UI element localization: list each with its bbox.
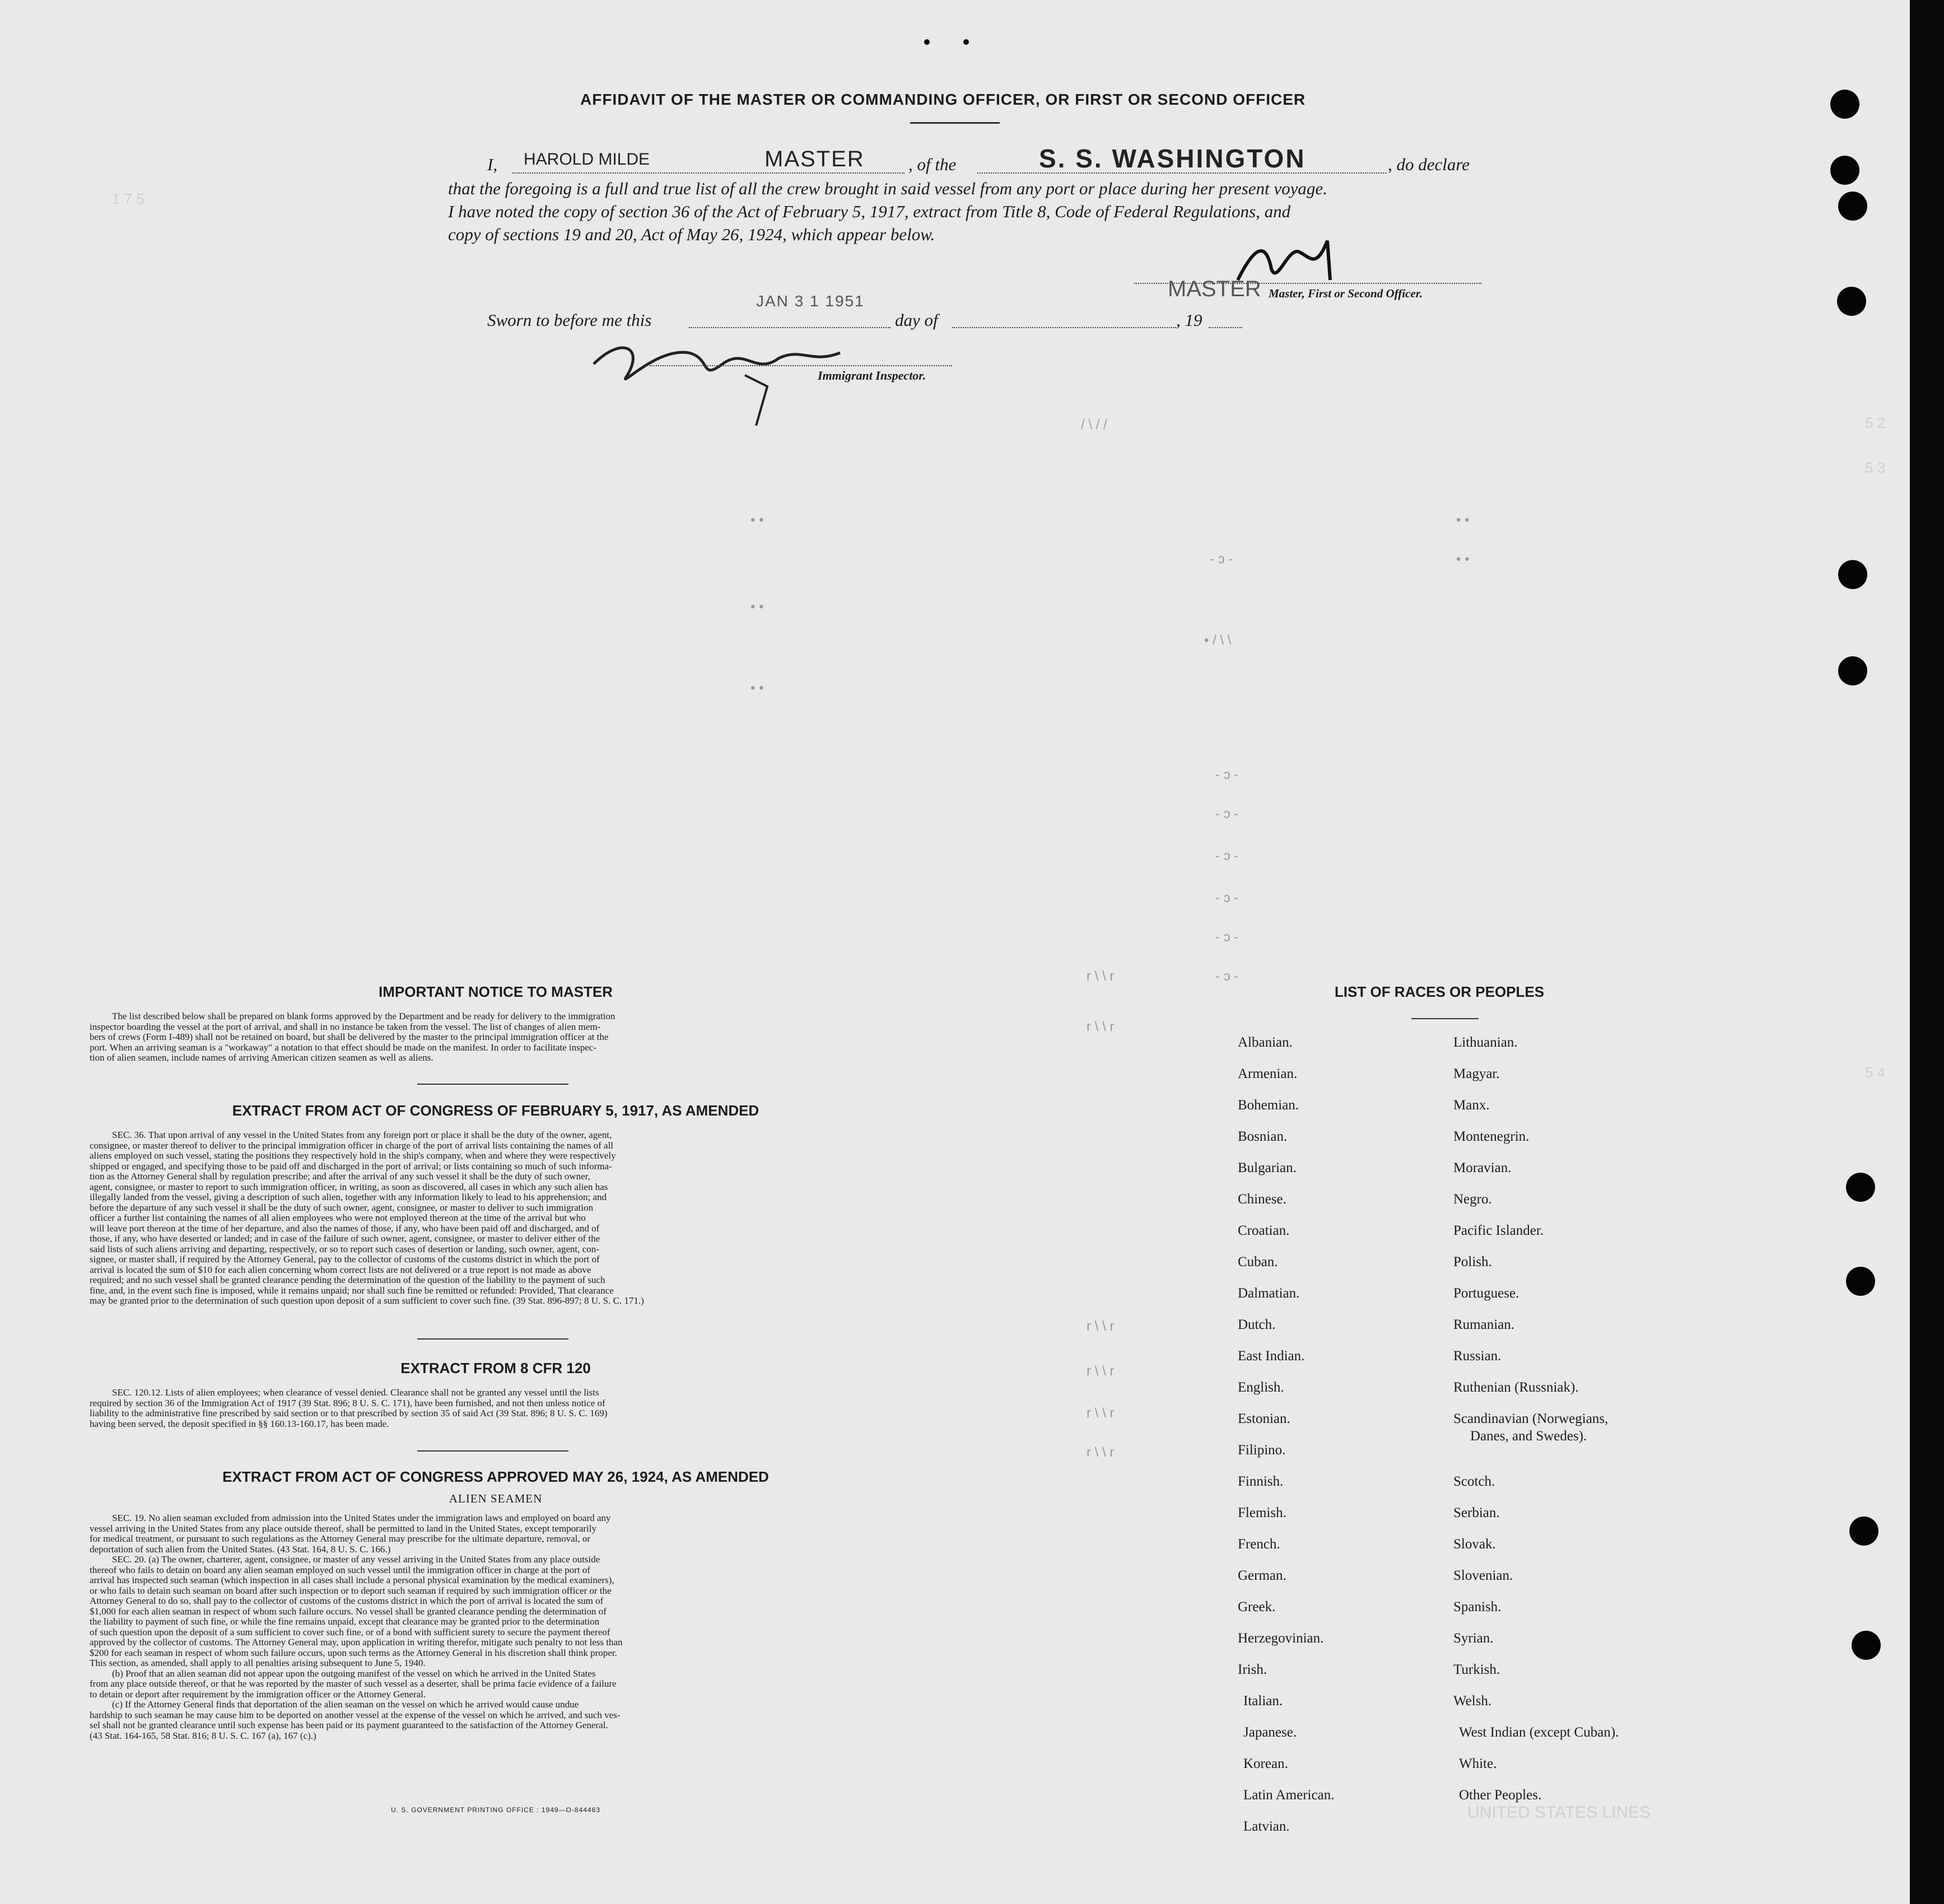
extract-1917-line: will leave port thereon at the time of her departure, and also the names of those, if any, who have been paid off and discharged, and of <box>90 1222 600 1234</box>
notice-line: bers of crews (Form I-489) shall not be retained on board, but shall be delivered by the master to the principal immigration officer at the <box>90 1032 609 1042</box>
extract-1924-body <box>90 1513 902 1741</box>
section-rule <box>417 1084 568 1085</box>
race-right: Pacific Islander. <box>1453 1223 1544 1238</box>
race-right: Russian. <box>1453 1348 1502 1364</box>
extract-1917-body <box>90 1130 902 1306</box>
race-left: Italian. <box>1243 1693 1283 1709</box>
tick-mark: r \ \ r <box>1087 969 1115 984</box>
dot-mark: • • <box>1456 552 1470 567</box>
race-left: Bohemian. <box>1238 1098 1299 1113</box>
tick-mark: • / \ \ <box>1204 633 1232 648</box>
notice-line: port. When an arriving seaman is a "workaway" a notation to that effect should be made on the manifest. In order to facilitate inspec- <box>90 1042 596 1053</box>
punch-hole <box>1837 287 1866 316</box>
extract-1917-title: EXTRACT FROM ACT OF CONGRESS OF FEBRUARY 5, 1917, AS AMENDED <box>232 1102 759 1119</box>
dot-mark: • • <box>750 512 764 528</box>
race-right: Moravian. <box>1453 1160 1512 1175</box>
race-left: Korean. <box>1243 1756 1288 1771</box>
affidavit-title: AFFIDAVIT OF THE MASTER OR COMMANDING OFFICER, OR FIRST OR SECOND OFFICER <box>580 91 1306 108</box>
race-right: Syrian. <box>1453 1631 1494 1646</box>
extract-1917-line: tion as the Attorney General shall by regulation prescribe; and after the arrival of any such vessel it shall be the duty of such owner, <box>90 1171 590 1182</box>
extract-1924-line: for medical treatment, or pursuant to such regulations as the Attorney General may prescribe for the ultimate departure, removal, or <box>90 1533 591 1544</box>
extract-1924-line: to detain or deport after requirement by the immigration officer or the Attorney General. <box>90 1688 426 1700</box>
bleed-mark: UNITED STATES LINES <box>1467 1803 1651 1822</box>
race-right: Slovenian. <box>1453 1568 1513 1583</box>
sworn-label: Sworn to before me this <box>487 310 652 330</box>
extract-1924-line: or who fails to detain such seaman on board after such inspection or to deport such seaman if required by such immigration officer or the <box>90 1585 612 1596</box>
extract-1917-line: arrival is located the sum of $10 for each alien concerning whom correct lists are not delivered or a true report is not made as above <box>90 1264 591 1275</box>
punch-hole <box>1838 192 1867 221</box>
punch-hole <box>1830 90 1859 119</box>
notice-line: The list described below shall be prepared on blank forms approved by the Department and be ready for delivery to the immigration <box>112 1011 616 1021</box>
master-caption: Master, First or Second Officer. <box>1269 287 1423 300</box>
section-rule <box>417 1338 568 1340</box>
dash-mark: - ɔ - <box>1215 848 1239 864</box>
bleed-mark: 5 4 <box>1865 1064 1886 1081</box>
extract-cfr-line: liability to the administrative fine prescribed by said section or to that prescribed by section 35 of said Act (39 Stat. 896; 8 U. S. C. 169) <box>90 1408 608 1418</box>
race-left: Japanese. <box>1243 1725 1297 1740</box>
extract-1917-line: agent, consignee, or master to report to such immigration officer, in writing, as soon as discovered, all cases in which any such alien has <box>90 1181 608 1192</box>
declarant-prefix: I, <box>487 155 498 174</box>
race-left: Greek. <box>1238 1599 1276 1614</box>
dot-mark: • • <box>750 680 764 696</box>
race-left: German. <box>1238 1568 1286 1583</box>
punch-mark <box>924 39 930 45</box>
races-rule <box>1411 1018 1479 1019</box>
extract-1924-line: thereof who fails to detain on board any alien seaman employed on such vessel until the immigration officer in charge at the port of <box>90 1564 590 1575</box>
race-left: Finnish. <box>1238 1474 1284 1489</box>
race-right: Lithuanian. <box>1453 1035 1518 1050</box>
race-left: Armenian. <box>1238 1066 1298 1081</box>
race-right: Polish. <box>1453 1254 1492 1270</box>
extract-1924-line: vessel arriving in the United States from any place outside thereof, shall be permitted to land in the United States, except temporarily <box>90 1523 596 1534</box>
race-right: Scandinavian (Norwegians, <box>1453 1411 1609 1426</box>
extract-1924-line: $200 for each seaman in respect of whom such failure occurs, upon such terms as the Attorney General in his discretion shall think proper. <box>90 1647 617 1658</box>
year-label: , 19 <box>1176 310 1202 330</box>
date-stamp: JAN 3 1 1951 <box>756 292 865 310</box>
extract-cfr-line: required by section 36 of the Immigration Act of 1917 (39 Stat. 896; 8 U. S. C. 171), have been furnished, and not then unless notice of <box>90 1397 605 1408</box>
extract-cfr-body <box>90 1388 902 1429</box>
affidavit-line-4: copy of sections 19 and 20, Act of May 26, 1924, which appear below. <box>448 225 935 244</box>
extract-1917-line: signee, or master shall, if required by the Attorney General, pay to the collector of customs of the customs district in which the port of <box>90 1254 600 1264</box>
race-left: Croatian. <box>1238 1223 1290 1238</box>
punch-hole <box>1846 1173 1875 1202</box>
extract-1924-line: from any place outside thereof, or that he was reported by the master of such vessel as a deserter, shall be prima facie evidence of a failure <box>90 1678 617 1689</box>
dash-mark: - ɔ - <box>1210 552 1233 567</box>
race-left: Chinese. <box>1238 1192 1286 1207</box>
do-declare-label: , do declare <box>1388 155 1470 174</box>
punch-hole <box>1838 656 1867 685</box>
race-right: Welsh. <box>1453 1693 1492 1709</box>
race-right: Ruthenian (Russniak). <box>1453 1380 1579 1395</box>
dash-mark: - ɔ - <box>1215 806 1239 822</box>
race-right: West Indian (except Cuban). <box>1459 1725 1619 1740</box>
extract-1917-line: officer a further list containing the names of all alien employees who were not employed thereon at the time of the arrival but who <box>90 1212 586 1223</box>
extract-1924-line: the liability to payment of such fine, or while the fine remains unpaid, except that clearance may be granted prior to the determination <box>90 1616 600 1627</box>
race-right: Serbian. <box>1453 1505 1500 1520</box>
extract-cfr-line: SEC. 120.12. Lists of alien employees; when clearance of vessel denied. Clearance shall not be granted any vessel until the lists <box>112 1387 599 1398</box>
printing-office-footer: U. S. GOVERNMENT PRINTING OFFICE : 1949—O-844463 <box>391 1806 600 1814</box>
tick-mark: r \ \ r <box>1087 1445 1115 1460</box>
affidavit-line-3: I have noted the copy of section 36 of the Act of February 5, 1917, extract from Title 8, Code of Federal Regulations, and <box>448 202 1291 221</box>
punch-hole <box>1849 1516 1878 1546</box>
extract-1917-line: shipped or engaged, and specifying those to be paid off and discharged in the port of arrival; or lists containing so much of such informa- <box>90 1160 612 1172</box>
race-left: Filipino. <box>1238 1443 1286 1458</box>
vessel-name: S. S. WASHINGTON <box>1039 144 1306 173</box>
race-left: Flemish. <box>1238 1505 1286 1520</box>
race-right: White. <box>1459 1756 1497 1771</box>
extract-1924-line: SEC. 19. No alien seaman excluded from admission into the United States under the immigration laws and employed on board any <box>112 1513 611 1523</box>
dot-mark: • • <box>750 599 764 614</box>
notice-line: tion of alien seamen, include names of arriving American citizen seamen as well as aliens. <box>90 1052 433 1063</box>
race-left: Latvian. <box>1243 1819 1290 1834</box>
day-of-label: day of <box>895 310 938 330</box>
tick-mark: r \ \ r <box>1087 1319 1115 1334</box>
notice-body <box>90 1011 902 1063</box>
year-line <box>1209 327 1242 328</box>
dash-mark: - ɔ - <box>1215 767 1239 782</box>
extract-1917-line: said lists of such aliens arriving and departing, respectively, or so to report such cases of desertion or landing, such owner, agent, con- <box>90 1243 599 1254</box>
extract-1924-line: deportation of such alien from the United States. (43 Stat. 164, 8 U. S. C. 166.) <box>90 1543 391 1555</box>
dash-mark: - ɔ - <box>1215 969 1239 984</box>
master-rank: MASTER <box>764 147 865 171</box>
extract-cfr-line: having been served, the deposit specified in §§ 160.13-160.17, has been made. <box>90 1418 389 1429</box>
tick-mark: r \ \ r <box>1087 1019 1115 1034</box>
master-stamp: MASTER <box>1168 277 1261 301</box>
punch-hole <box>1830 156 1859 185</box>
inspector-caption: Immigrant Inspector. <box>818 368 926 382</box>
extract-1924-subtitle: ALIEN SEAMEN <box>449 1492 543 1505</box>
race-left: French. <box>1238 1537 1280 1552</box>
extract-1924-line: approved by the collector of customs. The Attorney General may, upon application in writing therefor, mitigate such penalty to not less than <box>90 1637 623 1648</box>
tick-mark: r \ \ r <box>1087 1364 1115 1379</box>
extract-1924-line: SEC. 20. (a) The owner, charterer, agent, consignee, or master of any vessel arriving in the United States from any place outside <box>112 1554 600 1565</box>
race-right: Rumanian. <box>1453 1317 1515 1332</box>
extract-1924-line: This section, as amended, shall apply to all penalties arising subsequent to June 5, 1940. <box>90 1658 426 1668</box>
extract-1924-line: Attorney General to do so, shall pay to the collector of customs of the customs district in which the port of arrival is located the sum of <box>90 1595 604 1606</box>
race-right: Montenegrin. <box>1453 1129 1530 1144</box>
extract-1917-line: required; and no such vessel shall be granted clearance pending the determination of the question of the liability to the payment of such <box>90 1275 605 1285</box>
race-left: Latin American. <box>1243 1788 1335 1803</box>
race-left: Dalmatian. <box>1238 1286 1300 1301</box>
race-right: Other Peoples. <box>1459 1788 1542 1803</box>
race-right-continuation: Danes, and Swedes). <box>1470 1429 1587 1444</box>
affidavit-line-2: that the foregoing is a full and true list of all the crew brought in said vessel from any port or place during her present voyage. <box>448 179 1327 198</box>
race-right: Manx. <box>1453 1098 1490 1113</box>
extract-cfr-title: EXTRACT FROM 8 CFR 120 <box>400 1360 591 1376</box>
race-right: Portuguese. <box>1453 1286 1519 1301</box>
extract-1917-line: consignee, or master thereof to deliver to the principal immigration officer in charge of the port of arrival lists containing the names of all <box>90 1140 614 1151</box>
extract-1924-title: EXTRACT FROM ACT OF CONGRESS APPROVED MAY 26, 1924, AS AMENDED <box>222 1468 769 1485</box>
race-right: Negro. <box>1453 1192 1492 1207</box>
dot-mark: • • <box>1456 512 1470 528</box>
extract-1917-line: illegally landed from the vessel, giving a description of such alien, together with any information likely to lead to his apprehension; and <box>90 1192 607 1202</box>
punch-hole <box>1852 1631 1881 1660</box>
race-left: Dutch. <box>1238 1317 1276 1332</box>
punch-hole <box>1846 1267 1875 1296</box>
extract-1917-line: those, if any, who have deserted or landed; and in case of the failure of such owner, agent, consignee, or master to deliver either of the <box>90 1233 600 1244</box>
extract-1924-line: (b) Proof that an alien seaman did not appear upon the outgoing manifest of the vessel on which he arrived in the United States <box>112 1668 596 1679</box>
race-left: Bosnian. <box>1238 1129 1288 1144</box>
notice-line: inspector boarding the vessel at the port of arrival, and shall in no instance be taken from the vessel. The list of changes of alien mem- <box>90 1021 601 1032</box>
bleed-mark: 1 7 5 <box>112 190 144 207</box>
extract-1924-line: (43 Stat. 164-165, 58 Stat. 816; 8 U. S. C. 167 (a), 167 (c).) <box>90 1730 316 1741</box>
races-title: LIST OF RACES OR PEOPLES <box>1334 983 1545 1000</box>
race-right: Turkish. <box>1453 1662 1500 1677</box>
name-line <box>512 172 905 174</box>
race-left: Cuban. <box>1238 1254 1278 1270</box>
extract-1924-line: hardship to such seaman he may cause him to be deported on another vessel at the expense of the vessel on which he arrived, and such ves- <box>90 1709 621 1720</box>
race-left: Estonian. <box>1238 1411 1290 1426</box>
dash-mark: - ɔ - <box>1215 890 1239 906</box>
extract-1924-line: arrival has inspected such seaman (which inspection in all cases shall include a personal physical examination by the medical examiners), <box>90 1575 614 1585</box>
extract-1924-line: (c) If the Attorney General finds that deportation of the alien seaman on the vessel on which he arrived would cause undue <box>112 1699 579 1710</box>
race-left: Bulgarian. <box>1238 1160 1297 1175</box>
tick-mark: r \ \ r <box>1087 1406 1115 1421</box>
bleed-mark: 5 2 <box>1865 414 1886 431</box>
extract-1917-line: fine, and, in the event such fine is imposed, while it remains unpaid; nor shall such fine be remitted or refunded: Provided, That clearance <box>90 1285 614 1296</box>
inspector-line <box>650 365 952 366</box>
dash-mark: - ɔ - <box>1215 930 1239 945</box>
extract-1917-line: before the departure of any such vessel it shall be the duty of such owner, agent, consignee, or master to deliver to such immigration <box>90 1202 594 1213</box>
race-right: Slovak. <box>1453 1537 1496 1552</box>
scan-edge <box>1910 0 1944 1904</box>
race-left: Herzegovinian. <box>1238 1631 1324 1646</box>
of-the-label: , of the <box>908 155 957 174</box>
punch-mark <box>963 39 969 45</box>
race-left: English. <box>1238 1380 1284 1395</box>
race-left: Irish. <box>1238 1662 1267 1677</box>
notice-title: IMPORTANT NOTICE TO MASTER <box>379 983 613 1000</box>
extract-1924-line: of such question upon the deposit of a sum sufficient to cover such fine, or of a bond with sufficient surety to secure the payment thereof <box>90 1626 610 1637</box>
month-line <box>952 327 1176 328</box>
tick-mark: / \ / / <box>1081 417 1107 432</box>
extract-1924-line: $1,000 for each alien seaman in respect of whom such failure occurs. No vessel shall be granted clearance pending the determination of <box>90 1606 607 1617</box>
race-right: Magyar. <box>1453 1066 1500 1081</box>
extract-1917-line: may be granted prior to the determination of such question upon deposit of a sum sufficient to cover such fine. (39 Stat. 896-897; 8 U. S. C. 171.) <box>90 1295 644 1306</box>
section-rule <box>417 1450 568 1452</box>
race-left: Albanian. <box>1238 1035 1293 1050</box>
punch-hole <box>1838 560 1867 589</box>
extract-1924-line: sel shall not be granted clearance until such expense has been paid or its payment guaranteed to the satisfaction of the Attorney General. <box>90 1720 608 1730</box>
race-left: East Indian. <box>1238 1348 1305 1364</box>
race-right: Scotch. <box>1453 1474 1495 1489</box>
bleed-mark: 5 3 <box>1865 459 1886 476</box>
title-rule <box>910 122 1000 124</box>
extract-1917-line: aliens employed on such vessel, stating the positions they respectively hold in the ship's company, when and where they were respectively <box>90 1150 616 1161</box>
race-right: Spanish. <box>1453 1599 1502 1614</box>
master-name: HAROLD MILDE <box>524 150 650 169</box>
extract-1917-line: SEC. 36. That upon arrival of any vessel in the United States from any foreign port or place it shall be the duty of the owner, agent, <box>112 1130 612 1140</box>
